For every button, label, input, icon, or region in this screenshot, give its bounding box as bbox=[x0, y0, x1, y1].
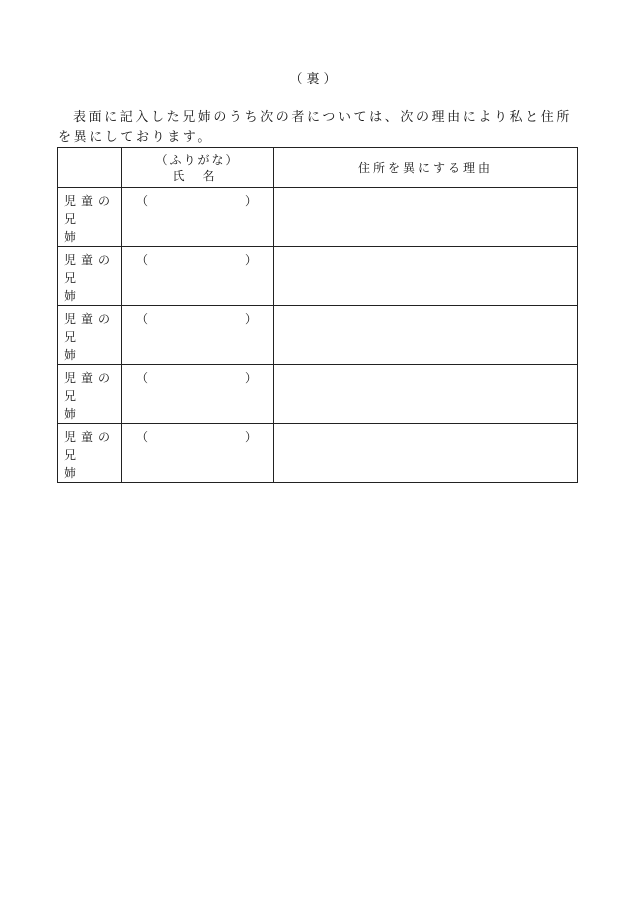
relation-label: 児童の bbox=[64, 253, 116, 267]
table-row bbox=[58, 424, 578, 483]
table-row bbox=[58, 365, 578, 424]
relation-label: 兄姉 bbox=[64, 330, 105, 362]
relation-cell bbox=[58, 188, 122, 247]
relation-cell bbox=[58, 365, 122, 424]
paren-open: （ bbox=[136, 430, 149, 444]
reason-field[interactable] bbox=[274, 188, 578, 247]
name-field[interactable] bbox=[122, 424, 274, 483]
siblings-table bbox=[57, 147, 578, 483]
relation-cell bbox=[58, 247, 122, 306]
reason-field[interactable] bbox=[274, 247, 578, 306]
intro-statement: 表面に記入した兄姉のうち次の者については、次の理由により私と住所を異にしております。 bbox=[58, 110, 572, 145]
paren-close: ） bbox=[244, 253, 257, 267]
relation-label: 兄姉 bbox=[64, 389, 105, 421]
paren-close: ） bbox=[244, 312, 257, 326]
paren-open: （ bbox=[136, 312, 149, 326]
header-relation bbox=[58, 148, 122, 188]
table-row bbox=[58, 188, 578, 247]
name-field[interactable] bbox=[122, 306, 274, 365]
header-name-label: 氏名 bbox=[172, 168, 233, 183]
reason-field[interactable] bbox=[274, 306, 578, 365]
name-field[interactable] bbox=[122, 365, 274, 424]
header-reason: 住所を異にする理由 bbox=[274, 148, 578, 188]
header-name bbox=[122, 148, 274, 188]
relation-label: 児童の bbox=[64, 430, 116, 444]
header-furigana: （ふりがな） bbox=[155, 152, 240, 167]
reason-field[interactable] bbox=[274, 365, 578, 424]
page-title: （裏） bbox=[289, 72, 341, 87]
name-field[interactable] bbox=[122, 247, 274, 306]
paren-open: （ bbox=[136, 371, 149, 385]
relation-cell bbox=[58, 424, 122, 483]
relation-label: 児童の bbox=[64, 194, 116, 208]
relation-label: 児童の bbox=[64, 312, 116, 326]
table-header-row bbox=[58, 148, 578, 188]
relation-label: 児童の bbox=[64, 371, 116, 385]
table-row bbox=[58, 247, 578, 306]
reason-field[interactable] bbox=[274, 424, 578, 483]
relation-label: 兄姉 bbox=[64, 212, 105, 244]
table-row bbox=[58, 306, 578, 365]
relation-cell bbox=[58, 306, 122, 365]
paren-close: ） bbox=[244, 371, 257, 385]
name-field[interactable] bbox=[122, 188, 274, 247]
paren-close: ） bbox=[244, 194, 257, 208]
paren-open: （ bbox=[136, 194, 149, 208]
relation-label: 兄姉 bbox=[64, 271, 105, 303]
relation-label: 兄姉 bbox=[64, 448, 105, 480]
paren-close: ） bbox=[244, 430, 257, 444]
paren-open: （ bbox=[136, 253, 149, 267]
